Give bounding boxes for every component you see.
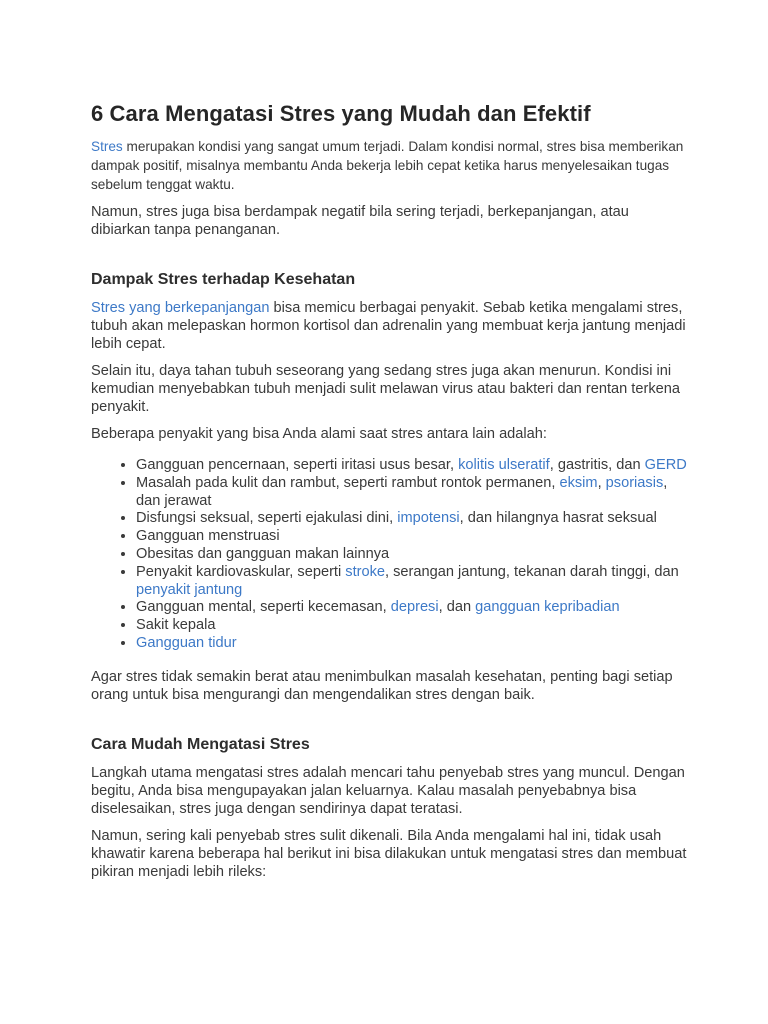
list-item-link[interactable]: penyakit jantung [136,581,243,598]
list-item-text: , dan hilangnya hasrat seksual [459,510,657,527]
list-item-text: , dan jerawat [136,474,668,509]
list-item-link[interactable]: psoriasis [605,474,664,491]
list-item-text: Gangguan menstruasi [136,528,280,545]
list-item-text: Gangguan mental, seperti kecemasan, [136,599,391,616]
list-item-text: Obesitas dan gangguan makan lainnya [136,545,390,562]
list-item-text: , serangan jantung, tekanan darah tinggi, dan [385,563,679,580]
list-item-text: Masalah pada kulit dan rambut, seperti rambut rontok permanen, [136,474,560,491]
page-title: 6 Cara Mengatasi Stres yang Mudah dan Efektif [91,101,591,126]
intro-paragraph [91,137,691,194]
list-item [136,617,691,635]
list-item-text: Disfungsi seksual, seperti ejakulasi dini, [136,510,398,527]
section1-paragraph-1 [91,299,691,353]
list-item [136,546,691,564]
intro-text: merupakan kondisi yang sangat umum terjadi. Dalam kondisi normal, stres bisa memberikan dampak positif, misalnya membantu Anda bekerja lebih cepat ketika harus menyelesaikan tugas sebelum tenggat waktu. [91,139,684,192]
section-heading-dampak: Dampak Stres terhadap Kesehatan [91,271,356,288]
section1-paragraph-1-text: bisa memicu berbagai penyakit. Sebab ketika mengalami stres, tubuh akan melepaskan hormon kortisol dan adrenalin yang membuat kerja jantung menjadi lebih cepat. [91,300,686,352]
list-item-link[interactable]: gangguan kepribadian [475,599,620,616]
section1-paragraph-3: Beberapa penyakit yang bisa Anda alami saat stres antara lain adalah: [91,426,547,442]
list-item-text: , [597,474,606,491]
article [91,96,691,881]
list-item-text: , gastritis, dan [549,457,645,473]
list-item-text: Sakit kepala [136,617,216,634]
section1-paragraph-4: Agar stres tidak semakin berat atau menimbulkan masalah kesehatan, penting bagi setiap orang untuk bisa mengurangi dan mengendalikan stres dengan baik. [91,668,673,703]
list-item-link[interactable]: GERD [644,457,687,473]
list-item [136,475,691,511]
list-item-text: Gangguan pencernaan, seperti iritasi usus besar, [136,457,459,473]
list-item-link[interactable]: kolitis ulseratif [458,457,550,473]
list-item-text: Penyakit kardiovaskular, seperti [136,563,346,580]
link-stres-berkepanjangan[interactable]: Stres yang berkepanjangan [91,300,270,316]
section2-paragraph-1: Langkah utama mengatasi stres adalah mencari tahu penyebab stres yang muncul. Dengan begitu, Anda bisa mengupayakan jalan keluarnya. Kalau masalah penyebabnya bisa diselesaikan, stres juga dengan sendirinya dapat teratasi. [91,764,685,817]
list-item-link[interactable]: eksim [559,474,598,491]
list-item-link[interactable]: Gangguan tidur [136,634,237,651]
list-item-text: , dan [438,599,476,616]
list-item [136,635,691,653]
list-item-link[interactable]: depresi [390,599,439,616]
disease-list [91,457,691,653]
section-heading-cara: Cara Mudah Mengatasi Stres [91,735,310,753]
paragraph-2: Namun, stres juga bisa berdampak negatif bila sering terjadi, berkepanjangan, atau dibiarkan tanpa penanganan. [91,204,629,238]
list-item [136,564,691,600]
list-item [136,457,691,475]
list-item-link[interactable]: impotensi [397,510,460,527]
list-item [136,528,691,546]
section1-paragraph-2: Selain itu, daya tahan tubuh seseorang yang sedang stres juga akan menurun. Kondisi ini kemudian menyebabkan tubuh menjadi sulit melawan virus atau bakteri dan rentan terkena penyakit. [91,363,680,415]
list-item [136,599,691,617]
list-item-link[interactable]: stroke [345,563,386,580]
link-stres[interactable]: Stres [91,139,123,154]
section2-paragraph-2: Namun, sering kali penyebab stres sulit dikenali. Bila Anda mengalami hal ini, tidak usah khawatir karena beberapa hal berikut ini bisa dilakukan untuk mengatasi stres dan membuat pikiran menjadi lebih rileks: [91,827,687,880]
list-item [136,510,691,528]
